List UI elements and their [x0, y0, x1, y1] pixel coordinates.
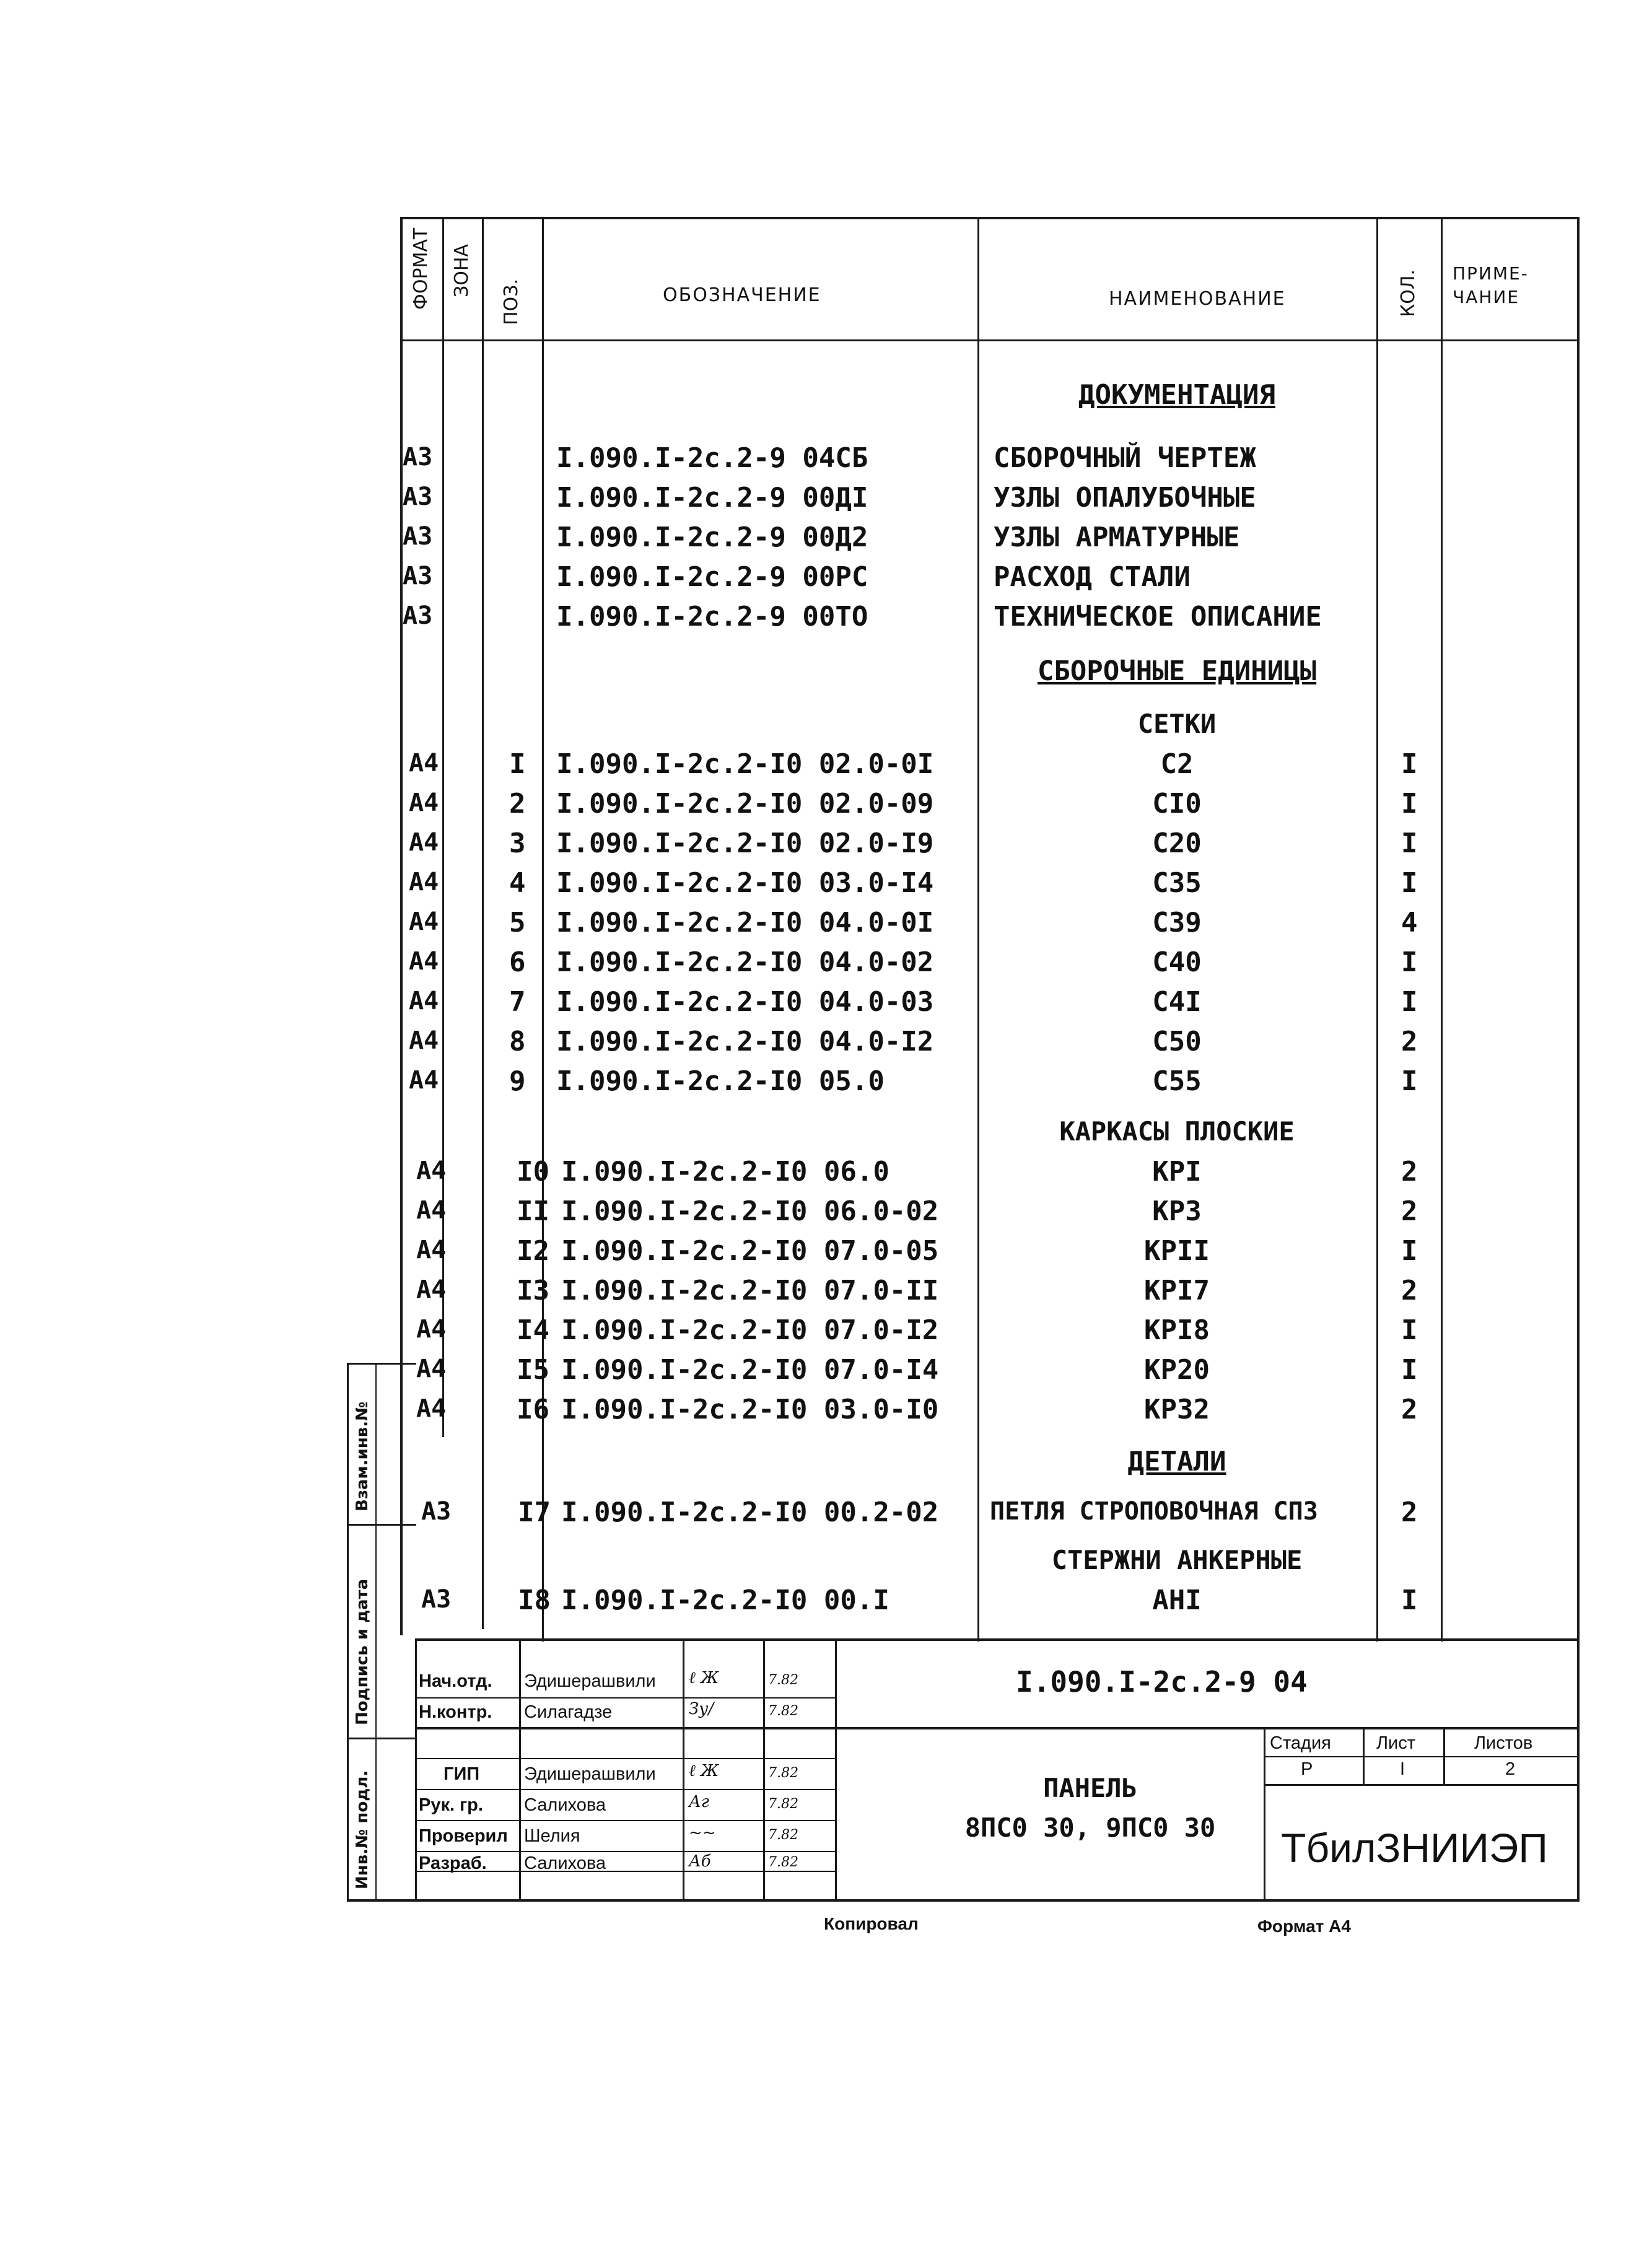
sign-date: 7.82: [768, 1765, 798, 1781]
cell-qty: I: [1401, 867, 1418, 899]
person-name: Эдишерашвили: [524, 1671, 656, 1691]
cell-designation: I.090.I-2с.2-9 04СБ: [556, 442, 868, 474]
cell-qty: I: [1401, 1585, 1418, 1616]
cell-designation: I.090.I-2с.2-9 00ТО: [556, 601, 868, 632]
sheets-label: Листов: [1474, 1733, 1533, 1753]
sign-date: 7.82: [768, 1796, 798, 1812]
cell-format: А4: [416, 1275, 447, 1304]
cell-designation: I.090.I-2с.2-9 00ДI: [556, 482, 868, 514]
role-label: Н.контр.: [419, 1702, 492, 1722]
cell-qty: 2: [1401, 1156, 1418, 1187]
cell-designation: I.090.I-2с.2-I0 05.0: [556, 1065, 885, 1097]
role-label: Разраб.: [419, 1853, 487, 1873]
cell-designation: I.090.I-2с.2-I0 06.0-02: [561, 1196, 939, 1227]
cell-designation: I.090.I-2с.2-I0 07.0-II: [561, 1275, 939, 1306]
cell-pos: I7: [518, 1497, 551, 1528]
cell-format: А4: [409, 789, 439, 817]
cell-qty: I: [1401, 788, 1418, 820]
cell-pos: I2: [517, 1235, 549, 1267]
cell-designation: I.090.I-2с.2-I0 00.I: [561, 1585, 889, 1616]
format-label: Формат А4: [1257, 1917, 1351, 1936]
signature-mark: Аг: [689, 1793, 709, 1811]
role-label: Нач.отд.: [419, 1671, 492, 1691]
cell-name: С55: [1152, 1065, 1202, 1097]
signature-mark: ℓ Ж: [689, 1669, 719, 1687]
cell-pos: 9: [509, 1065, 526, 1097]
role-label: Рук. гр.: [419, 1795, 483, 1815]
cell-designation: I.090.I-2с.2-I0 04.0-I2: [556, 1026, 934, 1057]
section-documentation: ДОКУМЕНТАЦИЯ: [1078, 379, 1275, 411]
sign-date: 7.82: [768, 1672, 798, 1688]
cell-name: РАСХОД СТАЛИ: [994, 561, 1191, 593]
header-note-2: ЧАНИЕ: [1453, 287, 1520, 307]
cell-format: А4: [409, 1066, 439, 1095]
cell-format: А4: [409, 749, 439, 777]
cell-qty: I: [1401, 1235, 1418, 1267]
stage-value: Р: [1301, 1759, 1313, 1779]
cell-designation: I.090.I-2с.2-I0 04.0-0I: [556, 907, 934, 938]
cell-pos: 7: [509, 986, 526, 1018]
section-frames: КАРКАСЫ ПЛОСКИЕ: [1059, 1116, 1295, 1147]
cell-name: С4I: [1152, 986, 1202, 1018]
role-label: ГИП: [444, 1764, 480, 1784]
section-assemblies: СБОРОЧНЫЕ ЕДИНИЦЫ: [1037, 655, 1317, 687]
cell-pos: 8: [509, 1026, 526, 1057]
cell-name: ПЕТЛЯ СТРОПОВОЧНАЯ СП3: [990, 1497, 1318, 1526]
stage-label: Стадия: [1270, 1733, 1331, 1753]
cell-designation: I.090.I-2с.2-I0 02.0-0I: [556, 748, 934, 780]
sign-date: 7.82: [768, 1855, 798, 1870]
cell-name: С39: [1152, 907, 1202, 938]
cell-format: А4: [416, 1156, 447, 1185]
cell-designation: I.090.I-2с.2-I0 07.0-05: [561, 1235, 939, 1267]
section-meshes: СЕТКИ: [1137, 709, 1217, 739]
cell-format: А3: [403, 562, 433, 590]
cell-qty: I: [1401, 1065, 1418, 1097]
cell-qty: 2: [1401, 1026, 1418, 1057]
document-code: I.090.I-2с.2-9 04: [1016, 1665, 1308, 1699]
cell-pos: 5: [509, 907, 526, 938]
cell-designation: I.090.I-2с.2-I0 02.0-09: [556, 788, 934, 820]
cell-format: А3: [403, 522, 433, 551]
signature-mark: ~~: [689, 1824, 716, 1842]
cell-name: УЗЛЫ ОПАЛУБОЧНЫЕ: [994, 482, 1256, 514]
cell-pos: 6: [509, 947, 526, 978]
cell-designation: I.090.I-2с.2-I0 00.2-02: [561, 1497, 939, 1528]
cell-qty: I: [1401, 947, 1418, 978]
cell-qty: I: [1401, 1354, 1418, 1386]
cell-format: А4: [409, 907, 439, 936]
cell-name: С2: [1160, 748, 1194, 780]
cell-pos: I5: [517, 1354, 549, 1386]
section-anchor-rods: СТЕРЖНИ АНКЕРНЫЕ: [1051, 1545, 1303, 1575]
cell-pos: I0: [517, 1156, 549, 1187]
cell-format: А3: [403, 443, 433, 471]
product-title: ПАНЕЛЬ: [1043, 1773, 1137, 1803]
stamp-inventory-original: Инв.№ подл.: [353, 1770, 372, 1889]
cell-name: КРII: [1144, 1235, 1210, 1267]
cell-designation: I.090.I-2с.2-9 00Д2: [556, 522, 868, 553]
cell-format: А3: [403, 601, 433, 630]
cell-designation: I.090.I-2с.2-I0 07.0-I2: [561, 1314, 939, 1346]
sign-date: 7.82: [768, 1827, 798, 1843]
cell-format: А3: [421, 1497, 452, 1526]
cell-name: СI0: [1152, 788, 1202, 820]
cell-qty: 4: [1401, 907, 1418, 938]
role-label: Проверил: [419, 1826, 508, 1846]
cell-name: СБОРОЧНЫЙ ЧЕРТЕЖ: [994, 442, 1256, 474]
cell-pos: I6: [517, 1394, 549, 1425]
cell-qty: I: [1401, 748, 1418, 780]
cell-name: КРI7: [1144, 1275, 1210, 1306]
cell-format: А4: [409, 868, 439, 896]
cell-qty: I: [1401, 1314, 1418, 1346]
cell-name: КР32: [1144, 1394, 1210, 1425]
person-name: Шелия: [524, 1826, 580, 1846]
person-name: Силагадзе: [524, 1702, 613, 1722]
cell-pos: I: [509, 748, 526, 780]
cell-format: А4: [416, 1315, 447, 1344]
stamp-signature-date: Подпись и дата: [353, 1578, 372, 1725]
cell-pos: I3: [517, 1275, 549, 1306]
header-format: ФОРМАТ: [410, 227, 432, 310]
cell-format: А3: [403, 483, 433, 511]
header-zone: ЗОНА: [451, 244, 473, 297]
cell-designation: I.090.I-2с.2-I0 06.0: [561, 1156, 889, 1187]
cell-qty: I: [1401, 828, 1418, 859]
cell-name: ТЕХНИЧЕСКОЕ ОПИСАНИЕ: [994, 601, 1322, 632]
cell-name: АНI: [1152, 1585, 1202, 1616]
cell-qty: 2: [1401, 1196, 1418, 1227]
stamp-replaced-inventory: Взам.инв.№: [353, 1401, 372, 1511]
person-name: Эдишерашвили: [524, 1764, 656, 1784]
header-designation: ОБОЗНАЧЕНИЕ: [663, 284, 821, 306]
cell-designation: I.090.I-2с.2-I0 04.0-02: [556, 947, 934, 978]
cell-pos: I8: [518, 1585, 551, 1616]
cell-format: А3: [421, 1585, 452, 1614]
cell-format: А4: [416, 1196, 447, 1225]
cell-name: КР20: [1144, 1354, 1210, 1386]
sheet-value: I: [1400, 1759, 1405, 1779]
cell-format: А4: [416, 1236, 447, 1264]
cell-format: А4: [409, 947, 439, 976]
cell-designation: I.090.I-2с.2-9 00РС: [556, 561, 868, 593]
cell-name: С40: [1152, 947, 1202, 978]
sign-date: 7.82: [768, 1703, 798, 1719]
cell-name: С50: [1152, 1026, 1202, 1057]
header-name: НАИМЕНОВАНИЕ: [1109, 288, 1286, 310]
header-pos: ПОЗ.: [500, 279, 522, 325]
cell-name: КРI: [1152, 1156, 1202, 1187]
cell-format: А4: [409, 987, 439, 1015]
cell-qty: 2: [1401, 1394, 1418, 1425]
cell-pos: 4: [509, 867, 526, 899]
copied-label: Копировал: [824, 1914, 919, 1933]
signature-mark: Зу/: [689, 1700, 714, 1718]
header-qty: КОЛ.: [1397, 269, 1419, 317]
cell-pos: I4: [517, 1314, 549, 1346]
cell-qty: 2: [1401, 1275, 1418, 1306]
cell-format: А4: [416, 1394, 447, 1423]
header-note-1: ПРИМЕ-: [1453, 263, 1529, 284]
product-marks: 8ПС0 30, 9ПС0 30: [964, 1812, 1216, 1843]
cell-name: КРI8: [1144, 1314, 1210, 1346]
cell-name: С20: [1152, 828, 1202, 859]
person-name: Салихова: [524, 1795, 606, 1815]
signature-mark: Аб: [689, 1852, 711, 1871]
cell-pos: 3: [509, 828, 526, 859]
cell-qty: I: [1401, 986, 1418, 1018]
section-parts: ДЕТАЛИ: [1127, 1446, 1226, 1477]
cell-name: С35: [1152, 867, 1202, 899]
cell-name: КР3: [1152, 1196, 1202, 1227]
cell-pos: 2: [509, 788, 526, 820]
cell-designation: I.090.I-2с.2-I0 07.0-I4: [561, 1354, 939, 1386]
sheet-label: Лист: [1376, 1733, 1416, 1753]
cell-designation: I.090.I-2с.2-I0 03.0-I0: [561, 1394, 939, 1425]
cell-format: А4: [409, 1026, 439, 1055]
organization-name: ТбилЗНИИЭП: [1281, 1825, 1548, 1871]
cell-designation: I.090.I-2с.2-I0 03.0-I4: [556, 867, 934, 899]
cell-format: А4: [416, 1355, 447, 1383]
person-name: Салихова: [524, 1853, 606, 1873]
cell-designation: I.090.I-2с.2-I0 02.0-I9: [556, 828, 934, 859]
cell-format: А4: [409, 828, 439, 857]
cell-qty: 2: [1401, 1497, 1418, 1528]
signature-mark: ℓ Ж: [689, 1762, 719, 1780]
cell-pos: II: [517, 1196, 549, 1227]
sheets-value: 2: [1505, 1759, 1516, 1779]
cell-designation: I.090.I-2с.2-I0 04.0-03: [556, 986, 934, 1018]
cell-name: УЗЛЫ АРМАТУРНЫЕ: [994, 522, 1240, 553]
